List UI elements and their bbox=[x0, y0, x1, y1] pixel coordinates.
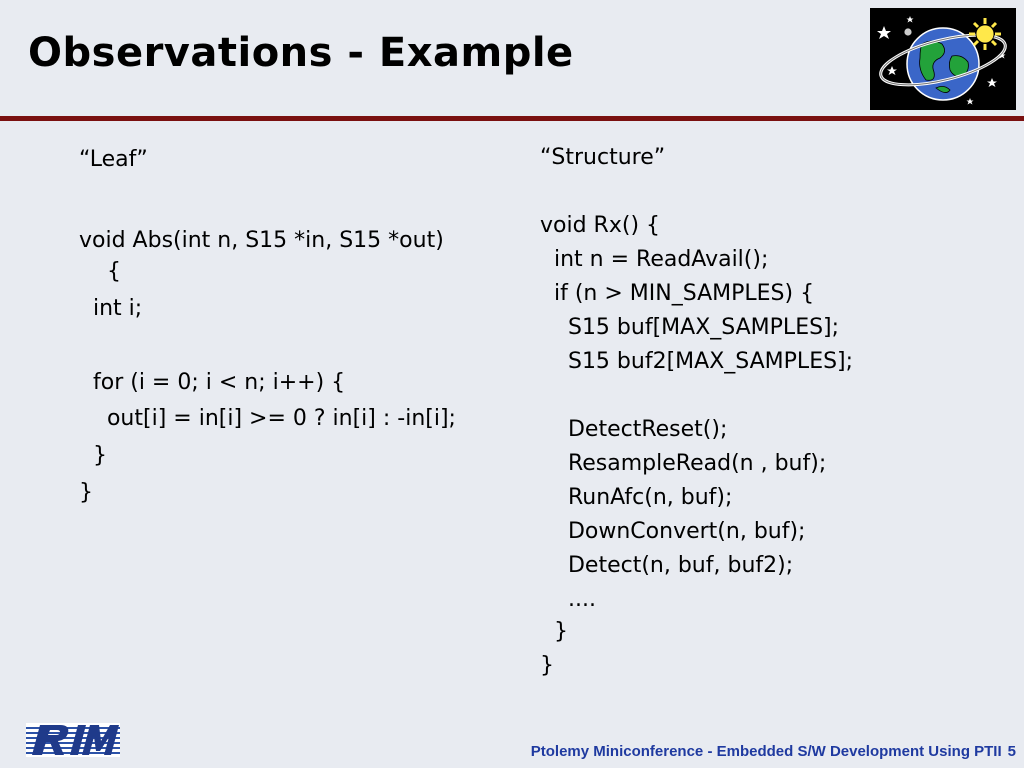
code-line: .... bbox=[540, 587, 596, 612]
code-line: RunAfc(n, buf); bbox=[540, 485, 733, 510]
code-line: int n = ReadAvail(); bbox=[540, 247, 769, 272]
globe-clipart-icon bbox=[870, 8, 1016, 110]
code-line: S15 buf2[MAX_SAMPLES]; bbox=[540, 349, 854, 374]
code-line: S15 buf[MAX_SAMPLES]; bbox=[540, 315, 840, 340]
footer-title: Ptolemy Miniconference - Embedded S/W Development Using PTII bbox=[530, 743, 1002, 760]
slide-title: Observations - Example bbox=[28, 30, 574, 76]
code-line: void Abs(int n, S15 *in, S15 *out) bbox=[79, 228, 444, 253]
code-line: } bbox=[79, 443, 107, 468]
code-line: if (n > MIN_SAMPLES) { bbox=[540, 281, 815, 306]
rim-logo-icon bbox=[26, 723, 120, 757]
code-line: out[i] = in[i] >= 0 ? in[i] : -in[i]; bbox=[79, 406, 456, 431]
code-line: DetectReset(); bbox=[540, 417, 728, 442]
code-line: DownConvert(n, buf); bbox=[540, 519, 806, 544]
code-line: } bbox=[540, 653, 554, 678]
code-line: ResampleRead(n , buf); bbox=[540, 451, 827, 476]
code-line: void Rx() { bbox=[540, 213, 661, 238]
code-line: } bbox=[540, 619, 568, 644]
right-heading: “Structure” bbox=[540, 145, 666, 170]
left-heading: “Leaf” bbox=[79, 147, 148, 172]
slide-footer bbox=[531, 743, 1016, 760]
code-line: { bbox=[79, 259, 121, 284]
page-number: 5 bbox=[1007, 743, 1016, 760]
code-line: Detect(n, buf, buf2); bbox=[540, 553, 794, 578]
code-line: int i; bbox=[79, 296, 143, 321]
title-divider bbox=[0, 116, 1024, 121]
code-line: for (i = 0; i < n; i++) { bbox=[79, 370, 346, 395]
code-line: } bbox=[79, 480, 93, 505]
